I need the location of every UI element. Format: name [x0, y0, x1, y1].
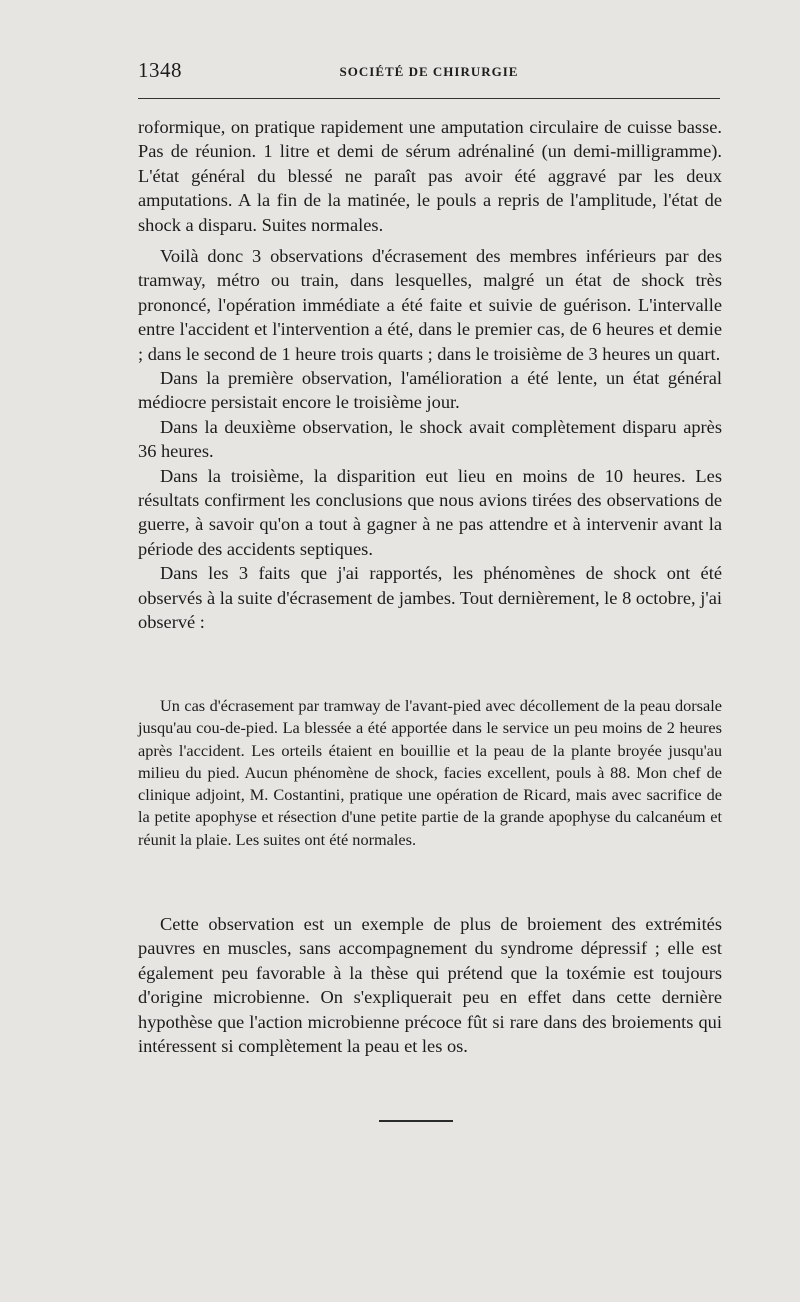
paragraph: Dans la première observation, l'amélioration a été lente, un état général médiocre persistait encore le troisième jour. — [138, 368, 722, 413]
paragraph: Voilà donc 3 observations d'écrasement des membres inférieurs par des tramway, métro ou train, dans lesquelles, malgré un état de shock très prononcé, l'opération immédiate a été faite et suivie de guérison. L'intervalle entre l'accident et l'intervention a été, dans le premier cas, de 6 heures et demie ; dans le second de 1 heure trois quarts ; dans le troisième de 3 heures un quart. — [138, 246, 722, 364]
main-text-block — [138, 244, 722, 635]
page-number: 1348 — [138, 58, 182, 82]
case-report-block — [138, 695, 722, 851]
conclusion-paragraph: Cette observation est un exemple de plus de broiement des extrémités pauvres en muscles, sans accompagnement du syndrome dépressif ; elle est également peu favorable à la thèse qui prétend que la toxémie est toujours d'origine microbienne. On s'expliquerait peu en effet dans cette dernière hypothèse que l'action microbienne précoce fût si rare dans des broiements qui intéressent si complètement la peau et les os. — [138, 914, 722, 1057]
paragraph: roformique, on pratique rapidement une amputation circulaire de cuisse basse. Pas de réunion. 1 litre et demi de sérum adrénaliné (un demi-milligramme). L'état général du blessé ne paraît pas avoir été aggravé par les deux amputations. A la fin de la matinée, le pouls a repris de l'amplitude, l'état de shock a disparu. Suites normales. — [138, 117, 722, 235]
end-rule — [379, 1120, 453, 1122]
paragraph: Dans la deuxième observation, le shock avait complètement disparu après 36 heures. — [138, 416, 722, 462]
running-title: SOCIÉTÉ DE CHIRURGIE — [339, 64, 519, 79]
paragraph: Dans les 3 faits que j'ai rapportés, les phénomènes de shock ont été observés à la suite d'écrasement de jambes. Tout dernièrement, le 8 octobre, j'ai observé : — [138, 563, 722, 633]
case-report-paragraph: Un cas d'écrasement par tramway de l'avant-pied avec décollement de la peau dorsale jusqu'au cou-de-pied. La blessée a été apportée dans le service un peu moins de 2 heures après l'accident. Les orteils étaient en bouillie et la peau de la plante broyée jusqu'au milieu du pied. Aucun phénomène de shock, facies excellent, pouls à 88. Mon chef de clinique adjoint, M. Costantini, pratique une opération de Ricard, mais avec sacrifice de la petite apophyse et résection d'une petite partie de la grande apophyse du calcanéum et réunit la plaie. Les suites ont été normales. — [138, 696, 722, 849]
conclusion-block — [138, 912, 722, 1058]
header-rule — [138, 98, 720, 99]
continued-paragraph — [138, 115, 722, 237]
paragraph: Dans la troisième, la disparition eut lieu en moins de 10 heures. Les résultats confirment les conclusions que nous avions tirées des observations de guerre, à savoir qu'on a tout à gagner à ne pas attendre et à intervenir avant la période des accidents septiques. — [138, 465, 722, 559]
page-header — [138, 58, 720, 88]
